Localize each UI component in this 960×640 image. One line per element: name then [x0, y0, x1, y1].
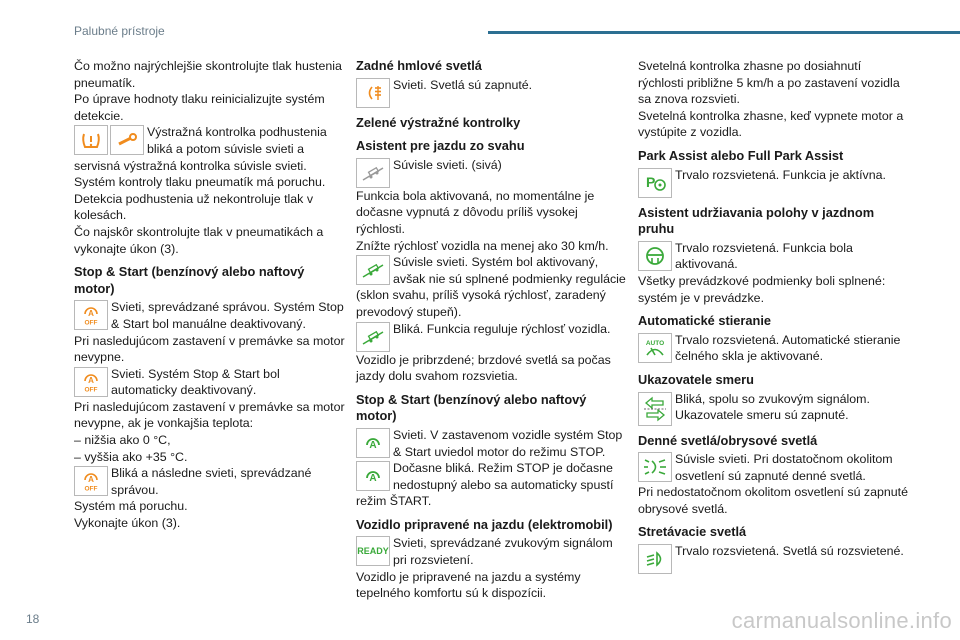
paragraph: Pri nedostatočnom okolitom osvetlení sú zapnuté obrysové svetlá. — [638, 485, 908, 516]
turn-signal-item — [638, 391, 910, 426]
paragraph: Vozidlo je pribrzdené; brzdové svetlá sa počas jazdy dolu svahom rozsvietia. — [356, 352, 611, 384]
lane-keeping-icon — [638, 241, 672, 271]
stop-start-green-icon — [356, 461, 390, 491]
watermark: carmanualsonline.info — [731, 608, 952, 633]
low-beam-icon — [638, 544, 672, 574]
paragraph: Svetelná kontrolka zhasne po dosiahnutí rýchlosti približne 5 km/h a po zastavení vozidla sa znova rozsvieti. — [638, 59, 900, 107]
item-text: Trvalo rozsvietená. Svetlá sú rozsvietené. — [675, 544, 904, 559]
hill-assist-green-icon — [356, 255, 390, 285]
turn-signal-icon — [638, 392, 672, 426]
paragraph: – nižšia ako 0 °C, — [74, 433, 171, 448]
paragraph: Čo možno najrýchlejšie skontrolujte tlak hustenia pneumatík. — [74, 59, 342, 90]
hill-assist-green-icon — [356, 322, 390, 352]
paragraph: Funkcia bola aktivovaná, no momentálne je dočasne vypnutá z dôvodu príliš vysokej rýchlosti. — [356, 188, 595, 236]
paragraph: – vyššia ako +35 °C. — [74, 449, 188, 464]
ready-label: READY — [357, 545, 389, 556]
tyre-warning-item — [74, 124, 346, 174]
section-heading: Zadné hmlové svetlá — [356, 58, 482, 73]
off-label: OFF — [84, 386, 98, 394]
paragraph: Po úprave hodnoty tlaku reinicializujte systém detekcie. — [74, 92, 325, 123]
svg-text:A: A — [369, 439, 377, 451]
section-heading: Stop & Start (benzínový alebo naftový motor) — [74, 264, 305, 296]
item-text: Svieti, sprevádzané správou. Systém Stop & Start bol manuálne deaktivovaný. — [111, 300, 344, 331]
off-label: OFF — [84, 485, 98, 493]
stop-start-item — [356, 460, 628, 510]
column-right — [638, 58, 910, 574]
stop-start-off-icon — [74, 367, 108, 397]
hill-assist-item — [356, 321, 628, 352]
paragraph: Systém má poruchu. — [74, 499, 188, 514]
item-text: Svieti. Svetlá sú zapnuté. — [393, 77, 533, 92]
paragraph: Pri nasledujúcom zastavení v premávke sa motor nevypne, ak je vonkajšia teplota: — [74, 399, 345, 431]
svg-text:A: A — [88, 475, 94, 485]
off-label: OFF — [84, 319, 98, 327]
section-heading: Denné svetlá/obrysové svetlá — [638, 432, 818, 448]
item-text: Svieti. Systém Stop & Start bol automaticky deaktivovaný. — [111, 366, 280, 398]
auto-wiper-icon — [638, 333, 672, 363]
svg-text:A: A — [369, 473, 377, 485]
svg-text:P: P — [646, 173, 656, 190]
paragraph: Čo najskôr skontrolujte tlak v pneumatikách a vykonajte úkon (3). — [74, 224, 324, 256]
section-heading: Ukazovatele smeru — [638, 371, 754, 387]
item-text: Súvisle svieti. (sivá) — [393, 157, 502, 172]
section-heading: Asistent udržiavania polohy v jazdnom pruhu — [638, 204, 875, 237]
auto-wiper-item — [638, 332, 910, 365]
lane-assist-item — [638, 240, 910, 273]
stop-start-green-icon — [356, 428, 390, 458]
stop-start-off-item — [74, 465, 346, 498]
drl-item — [638, 451, 910, 484]
section-heading: Stretávacie svetlá — [638, 524, 747, 540]
item-text: Dočasne bliká. Režim STOP je dočasne nedostupný alebo sa automaticky spustí režim ŠTART. — [356, 461, 614, 509]
paragraph: Všetky prevádzkové podmienky boli splnené: systém je v prevádzke. — [638, 273, 886, 305]
tyre-warning-text: Výstražná kontrolka podhustenia bliká a potom súvisle svieti a servisná výstražná kontrolka súvisle svieti. — [74, 125, 327, 173]
ready-item — [356, 535, 628, 568]
item-text: Bliká, spolu so zvukovým signálom. Ukazovatele smeru sú zapnuté. — [675, 391, 870, 423]
column-left — [74, 58, 346, 532]
svg-text:A: A — [88, 309, 94, 319]
item-text: Svieti. V zastavenom vozidle systém Stop & Start uviedol motor do režimu STOP. — [393, 427, 623, 459]
paragraph: Vykonajte úkon (3). — [74, 516, 181, 531]
section-heading: Park Assist alebo Full Park Assist — [638, 147, 844, 163]
stop-start-off-icon — [74, 300, 108, 330]
rear-fog-item — [356, 77, 628, 108]
stop-start-off-item — [74, 366, 346, 399]
item-text: Bliká. Funkcia reguluje rýchlosť vozidla. — [393, 321, 611, 336]
page-number: 18 — [26, 612, 40, 626]
hill-assist-item — [356, 157, 628, 188]
item-text: Trvalo rozsvietená. Funkcia bola aktivovaná. — [675, 240, 853, 272]
stop-start-item — [356, 427, 628, 460]
section-heading: Vozidlo pripravené na jazdu (elektromobil) — [356, 516, 613, 532]
paragraph: Pri nasledujúcom zastavení v premávke sa motor nevypne. — [74, 333, 345, 365]
park-assist-icon — [638, 168, 672, 198]
daytime-running-light-icon — [638, 452, 672, 482]
header-accent-bar — [488, 31, 960, 34]
tyre-pressure-warning-icon — [74, 125, 108, 155]
item-text: Bliká a následne svieti, sprevádzané správou. — [111, 466, 312, 497]
section-heading: Stop & Start (benzínový alebo naftový motor) — [356, 391, 587, 424]
item-text: Svieti, sprevádzané zvukovým signálom pri rozsvietení. — [393, 536, 613, 568]
item-text: Súvisle svieti. Pri dostatočnom okolitom osvetlení sú zapnuté denné svetlá. — [675, 452, 893, 483]
stop-start-off-icon — [74, 466, 108, 496]
auto-label: AUTO — [645, 339, 665, 347]
service-wrench-icon — [110, 125, 144, 155]
svg-text:A: A — [88, 375, 94, 385]
ready-icon — [356, 536, 390, 566]
paragraph: Systém kontroly tlaku pneumatík má poruchu. — [74, 175, 326, 190]
paragraph: Detekcia podhustenia už nekontroluje tlak v kolesách. — [74, 191, 314, 223]
section-heading: Asistent pre jazdu zo svahu — [356, 138, 525, 154]
park-assist-item — [638, 167, 910, 198]
stop-start-off-item — [74, 299, 346, 332]
item-text: Trvalo rozsvietená. Funkcia je aktívna. — [675, 167, 886, 182]
paragraph: Znížte rýchlosť vozidla na menej ako 30 km/h. — [356, 238, 609, 253]
item-text: Trvalo rozsvietená. Automatické stieranie čelného skla je aktivované. — [675, 332, 901, 364]
hill-assist-item — [356, 254, 628, 320]
rear-fog-light-icon — [356, 78, 390, 108]
low-beam-item — [638, 543, 910, 574]
section-heading: Automatické stieranie — [638, 313, 771, 329]
section-heading: Zelené výstražné kontrolky — [356, 114, 521, 130]
header-title: Palubné prístroje — [74, 24, 165, 38]
paragraph: Vozidlo je pripravené na jazdu a systémy tepelného komfortu sú k dispozícii. — [356, 569, 581, 601]
paragraph: Svetelná kontrolka zhasne, keď vypnete motor a vystúpite z vozidla. — [638, 108, 904, 140]
hill-assist-grey-icon — [356, 158, 390, 188]
column-middle — [356, 58, 628, 602]
item-text: Súvisle svieti. Systém bol aktivovaný, avšak nie sú splnené podmienky regulácie (sklon svahu, príliš vysoká rýchlosť, zaradený prevodový stupeň). — [356, 255, 626, 319]
